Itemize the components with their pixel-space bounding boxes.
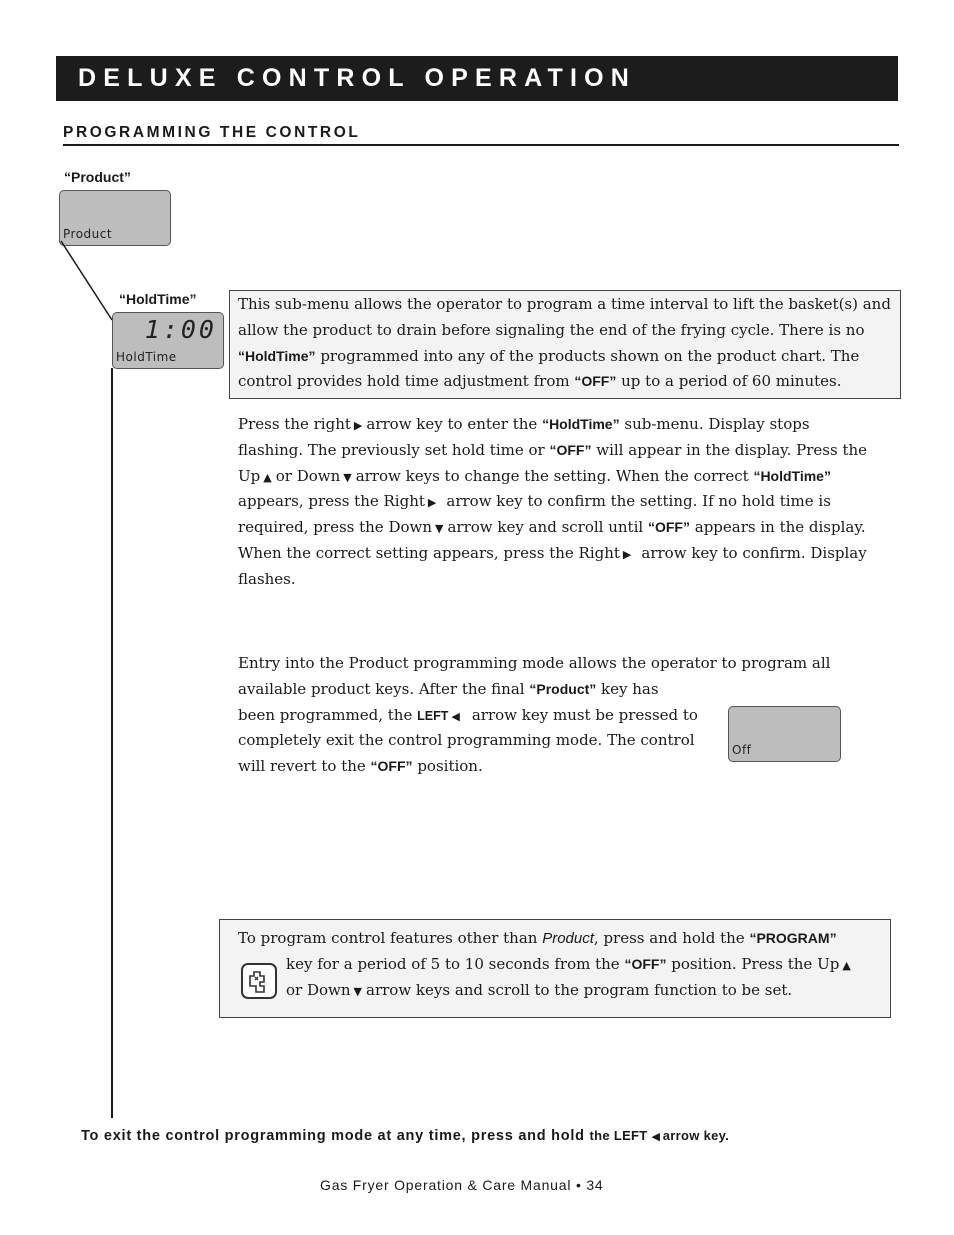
- right-arrow-icon: ▶: [622, 547, 632, 561]
- down-arrow-icon: ▼: [343, 470, 352, 484]
- down-arrow-icon: ▼: [353, 984, 362, 998]
- off-display: [728, 706, 841, 762]
- section-divider: [63, 144, 899, 146]
- exit-programming-paragraph: Entry into the Product programming mode allows the operator to program all available product keys. After the final “Product” key has been programmed, the LEFT ◀ arrow key must be pressed to completely exit the control programming mode. The control will revert to the “OFF” position.: [238, 654, 831, 776]
- holdtime-display-text: HoldTime: [116, 350, 177, 364]
- up-arrow-icon: ▲: [263, 470, 272, 484]
- program-info-text: To program control features other than Product, press and hold the “PROGRAM” key for a period of 5 to 10 seconds from the “OFF” position. Press the Up ▲ or Down ▼ arrow keys and scroll to the program function to be set.: [238, 926, 855, 1003]
- right-arrow-icon: ▶: [353, 419, 363, 432]
- holdtime-step-label: “HoldTime”: [119, 291, 197, 307]
- holdtime-display-digits: 1:00: [144, 315, 217, 344]
- holdtime-info-text: This sub-menu allows the operator to program a time interval to lift the basket(s) and allow the product to drain before signaling the end of the frying cycle. There is no “HoldTime” programmed into any of the products shown on the product chart. The control provides hold time adjustment from “OFF” up to a period of 60 minutes.: [238, 295, 891, 391]
- holdtime-display: [112, 312, 224, 369]
- holdtime-instructions: Press the right ▶ arrow key to enter the “HoldTime” sub-menu. Display stops flashing. The previously set hold time or “OFF” will appear in the display. Press the Up ▲ or Down ▼ arrow keys to change the setting. When the correct “HoldTime” appears, press the Right ▶ arrow key to confirm the setting. If no hold time is required, press the Down ▼ arrow key and scroll until “OFF” appears in the display. When the correct setting appears, press the Right ▶ arrow key to confirm. Display flashes.: [238, 415, 868, 588]
- left-arrow-icon: ◀: [451, 709, 460, 723]
- page-footer: Gas Fryer Operation & Care Manual • 34: [320, 1177, 604, 1193]
- page-title: DELUXE CONTROL OPERATION: [78, 64, 637, 92]
- product-step-label: “Product”: [64, 169, 131, 185]
- flow-vertical-line: [111, 368, 113, 1118]
- down-arrow-icon: ▼: [435, 522, 444, 536]
- off-display-text: Off: [732, 743, 752, 757]
- right-arrow-icon: ▶: [427, 496, 437, 510]
- up-arrow-icon: ▲: [842, 958, 851, 972]
- section-title: PROGRAMMING THE CONTROL: [63, 124, 361, 141]
- product-display-text: Product: [63, 227, 113, 241]
- left-arrow-icon: ◀: [651, 1130, 661, 1143]
- exit-note: To exit the control programming mode at any time, press and hold the LEFT ◀ arrow key.: [81, 1128, 730, 1144]
